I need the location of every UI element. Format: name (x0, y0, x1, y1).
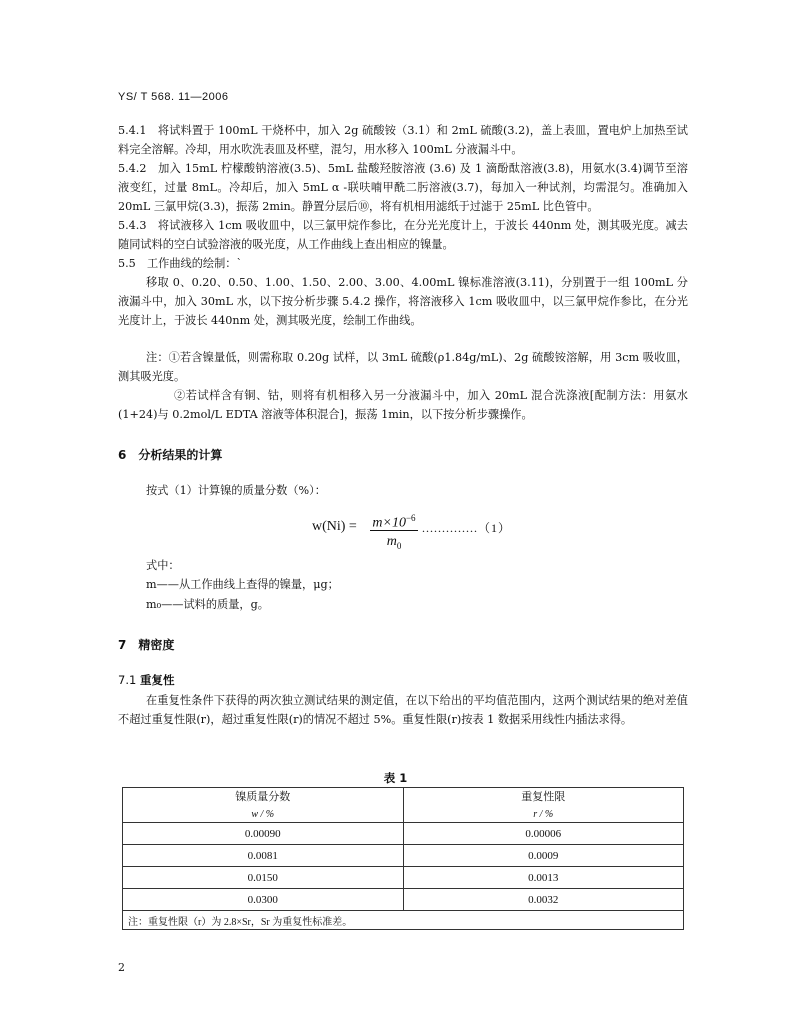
cell-r: 0.0009 (403, 845, 684, 867)
table-row (123, 889, 684, 911)
document-code: YS/ T 568. 11—2006 (118, 91, 229, 103)
table-row (123, 845, 684, 867)
precision-table (122, 787, 684, 930)
step-5-4-2: 5.4.2 加入 15mL 柠檬酸钠溶液(3.5)、5mL 盐酸羟胺溶液 (3.6) 及 1 滴酚酞溶液(3.8)，用氨水(3.4)调节至溶液变红，过量 8mL。冷却后，加入 5mL α -联呋喃甲酰二肟溶液(3.7)，每加入一种试剂，均需混匀。准确加入 20mL 三氯甲烷(3.3)，振荡 2min。静置分层后⑩，将有机相用滤纸于过滤于 25mL 比色管中。 (118, 162, 688, 213)
section-5-5-body: 移取 0、0.20、0.50、1.00、1.50、2.00、3.00、4.00mL 镍标准溶液(3.11)，分别置于一组 100mL 分液漏斗中，加入 30mL 水，以下按分析步骤 5.4.2 操作，将溶液移入 1cm 吸收皿中，以三氯甲烷作参比，在分光光度计上，于波长 440nm 处，测其吸光度，绘制工作曲线。 (118, 276, 688, 327)
cell-r: 0.0013 (403, 867, 684, 889)
section-7-title: 7 精密度 (118, 638, 175, 652)
section-6-title: 6 分析结果的计算 (118, 448, 223, 462)
page-number: 2 (118, 961, 125, 974)
table-header-row (123, 788, 684, 823)
cell-w: 0.0150 (123, 867, 404, 889)
cell-w: 0.0300 (123, 889, 404, 911)
note-2: ②若试样含有铜、钴，则将有机相移入另一分液漏斗中，加入 20mL 混合洗涤液[配制方法：用氨水(1+24)与 0.2mol/L EDTA 溶液等体积混合]，振荡 1min，以下按分析步骤操作。 (118, 389, 688, 421)
table-note-row (123, 911, 684, 930)
cell-r: 0.0032 (403, 889, 684, 911)
table-row (123, 823, 684, 845)
formula-tag: ..............（1） (422, 521, 512, 535)
cell-w: 0.00090 (123, 823, 404, 845)
note-1: 注：①若含镍量低，则需称取 0.20g 试样，以 3mL 硫酸(ρ1.84g/mL)、2g 硫酸铵溶解，用 3cm 吸收皿，测其吸光度。 (118, 351, 688, 383)
definition-m0: m₀——试料的质量，g。 (146, 598, 269, 611)
col-header-nickel: 镍质量分数 w / % (123, 788, 404, 823)
section-5-5-heading: 5.5 工作曲线的绘制：` (118, 257, 243, 270)
table-note: 注：重复性限（r）为 2.8×Sr，Sr 为重复性标准差。 (123, 911, 684, 930)
subsection-7-1-heading: 7.1 重复性 (118, 673, 175, 687)
formula-1 (312, 508, 572, 554)
formula-intro: 按式（1）计算镍的质量分数（%）： (146, 484, 326, 497)
where-label: 式中： (146, 559, 180, 572)
formula-fraction (370, 508, 418, 552)
table-row (123, 867, 684, 889)
table-caption: 表 1 (383, 771, 408, 785)
definition-m: m——从工作曲线上查得的镍量，μg； (146, 578, 339, 591)
cell-w: 0.0081 (123, 845, 404, 867)
formula-lhs: w(Ni) = (312, 519, 357, 534)
step-5-4-3: 5.4.3 将试液移入 1cm 吸收皿中，以三氯甲烷作参比，在分光光度计上，于波长 440nm 处，测其吸光度。减去随同试料的空白试验溶液的吸光度，从工作曲线上查出相应的镍量。 (118, 219, 688, 251)
formula-denominator: $m_0$ (386, 534, 402, 551)
cell-r: 0.00006 (403, 823, 684, 845)
section-7-1-body: 在重复性条件下获得的两次独立测试结果的测定值，在以下给出的平均值范围内，这两个测试结果的绝对差值不超过重复性限(r)，超过重复性限(r)的情况不超过 5%。重复性限(r)按表 1 数据采用线性内插法求得。 (118, 694, 688, 726)
step-5-4-1: 5.4.1 将试料置于 100mL 干烧杯中，加入 2g 硫酸铵（3.1）和 2mL 硫酸(3.2)，盖上表皿，置电炉上加热至试料完全溶解。冷却，用水吹洗表皿及杯壁，混匀，用水移入 100mL 分液漏斗中。 (118, 124, 688, 156)
formula-numerator: $m\times 10^{-6}$ (372, 513, 416, 531)
col-header-repeatability: 重复性限 r / % (403, 788, 684, 823)
